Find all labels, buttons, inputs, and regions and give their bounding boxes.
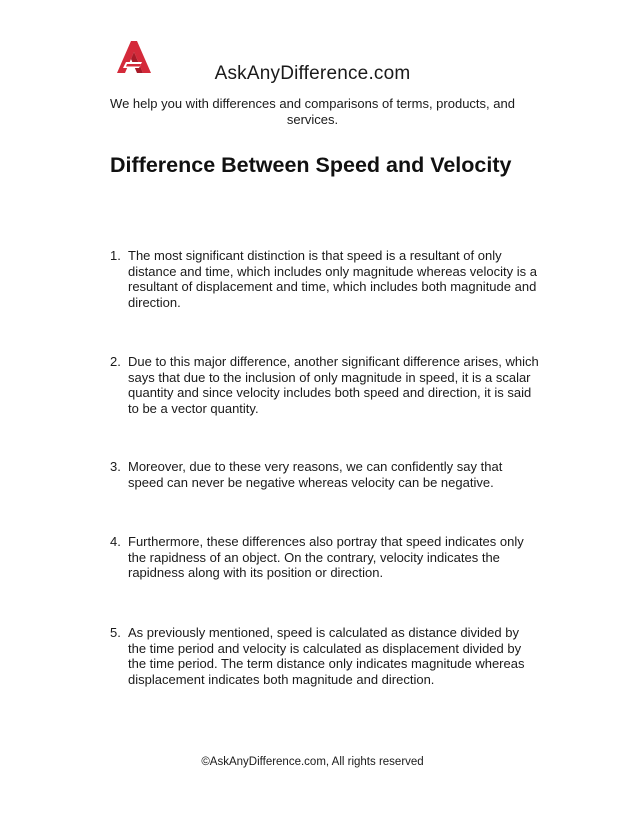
list-item-text: Due to this major difference, another significant difference arises, which says that due to the inclusion of only magnitude in speed, it is a scalar quantity and since velocity includes both speed and direction, it is said to be a vector quantity. [128, 354, 539, 416]
list-item [110, 459, 540, 490]
list-item-text: Furthermore, these differences also portray that speed indicates only the rapidness of an object. On the contrary, velocity indicates the rapidness along with its position or direction. [128, 534, 524, 580]
list-item [110, 534, 540, 581]
list-item-text: As previously mentioned, speed is calculated as distance divided by the time period and velocity is calculated as displacement divided by the time period. The term distance only indicates magnitude whereas displacement indicates both magnitude and direction. [128, 625, 525, 687]
list-item-number: 1. [110, 248, 121, 263]
list-item-number: 5. [110, 625, 121, 640]
list-item [110, 248, 540, 310]
list-item-text: Moreover, due to these very reasons, we can confidently say that speed can never be negative whereas velocity can be negative. [128, 459, 503, 490]
footer-copyright: ©AskAnyDifference.com, All rights reserved [201, 756, 424, 768]
list-item [110, 625, 540, 687]
list-item-number: 3. [110, 459, 121, 474]
site-name: AskAnyDifference.com [214, 63, 411, 84]
list-item-text: The most significant distinction is that speed is a resultant of only distance and time, which includes only magnitude whereas velocity is a resultant of displacement and time, which includes both magnitude and direction. [128, 248, 537, 310]
list-item-number: 4. [110, 534, 121, 549]
page-title: Difference Between Speed and Velocity [110, 153, 512, 177]
list-item [110, 354, 540, 416]
list-item-number: 2. [110, 354, 121, 369]
site-tagline: We help you with differences and comparisons of terms, products, and services. [110, 96, 515, 127]
